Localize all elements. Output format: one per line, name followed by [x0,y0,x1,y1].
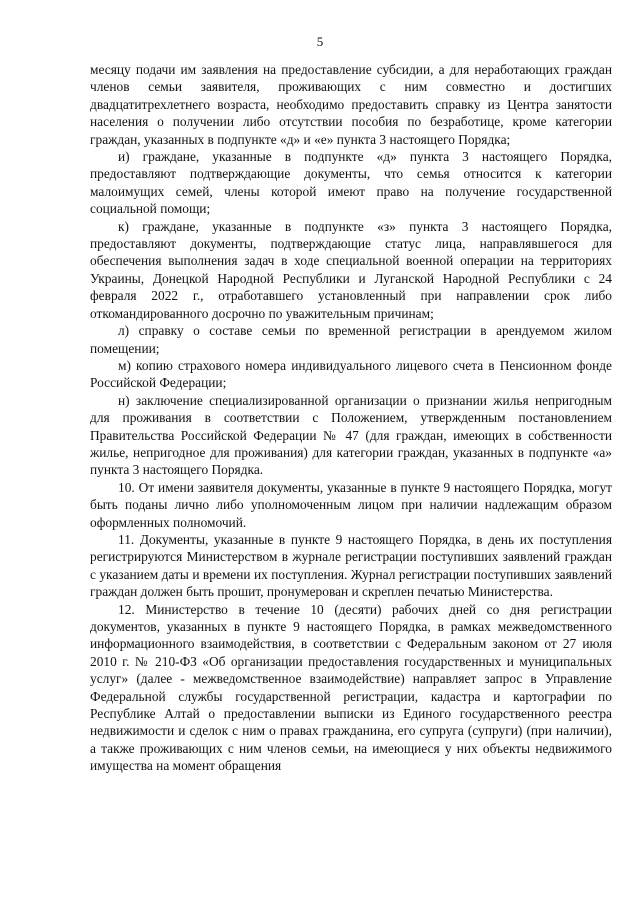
paragraph-item-i: и) граждане, указанные в подпункте «д» пункта 3 настоящего Порядка, предоставляют подтверждающие документы, что семья относится к категории малоимущих семей, члены которой имеют право на получение государственной социальной помощи; [90,149,612,217]
paragraph-continuation: месяцу подачи им заявления на предоставление субсидии, а для неработающих граждан членов семьи заявителя, проживающих с ним совместно и достигших двадцатитрехлетнего возраста, необходимо предоставить справку из Центра занятости населения о получении либо отсутствии пособия по безработице, кроме категории граждан, указанных в подпункте «д» и «е» пункта 3 настоящего Порядка; [90,62,612,147]
paragraph-item-k: к) граждане, указанные в подпункте «з» пункта 3 настоящего Порядка, предоставляют документы, подтверждающие статус лица, направлявшегося для обеспечения выполнения задач в ходе специальной военной операции на территориях Украины, Донецкой Народной Республики и Луганской Народной Республики с 24 февраля 2022 г., отработавшего установленный при направлении срок либо откомандированного досрочно по уважительным причинам; [90,218,612,321]
page-number: 5 [316,34,324,49]
paragraph-12: 12. Министерство в течение 10 (десяти) рабочих дней со дня регистрации документов, указанных в пункте 9 настоящего Порядка, в рамках межведомственного информационного взаимодействия, в соответствии с Федеральным законом от 27 июля 2010 г. № 210-ФЗ «Об организации предоставления государственных и муниципальных услуг» (далее - межведомственное взаимодействие) направляет запрос в Управление Федеральной службы государственной регистрации, кадастра и картографии по Республике Алтай о предоставлении выписки из Единого государственного реестра недвижимости и сделок с ним о правах гражданина, его супруга (супруги) (при наличии), а также проживающих с ним членов семьи, на имеющиеся у них объекты недвижимого имущества на момент обращения [90,601,612,774]
paragraph-11: 11. Документы, указанные в пункте 9 настоящего Порядка, в день их поступления регистрируются Министерством в журнале регистрации поступивших заявлений граждан с указанием даты и времени их поступления. Журнал регистрации поступивших заявлений граждан должен быть прошит, пронумерован и скреплен печатью Министерства. [90,531,612,600]
document-body [90,61,612,775]
paragraph-item-n: н) заключение специализированной организации о признании жилья непригодным для проживания в соответствии с Положением, утвержденным постановлением Правительства Российской Федерации № 47 (для граждан, имеющих в собственности жилье, непригодное для проживания) для категории граждан, указанных в подпункте «а» пункта 3 настоящего Порядка. [90,392,612,478]
paragraph-item-l: л) справку о составе семьи по временной регистрации в арендуемом жилом помещении; [90,323,612,356]
paragraph-10: 10. От имени заявителя документы, указанные в пункте 9 настоящего Порядка, могут быть поданы лично либо уполномоченным лицом при наличии надлежащим образом оформленных полномочий. [90,479,612,530]
paragraph-item-m: м) копию страхового номера индивидуального лицевого счета в Пенсионном фонде Российской Федерации; [90,357,612,391]
